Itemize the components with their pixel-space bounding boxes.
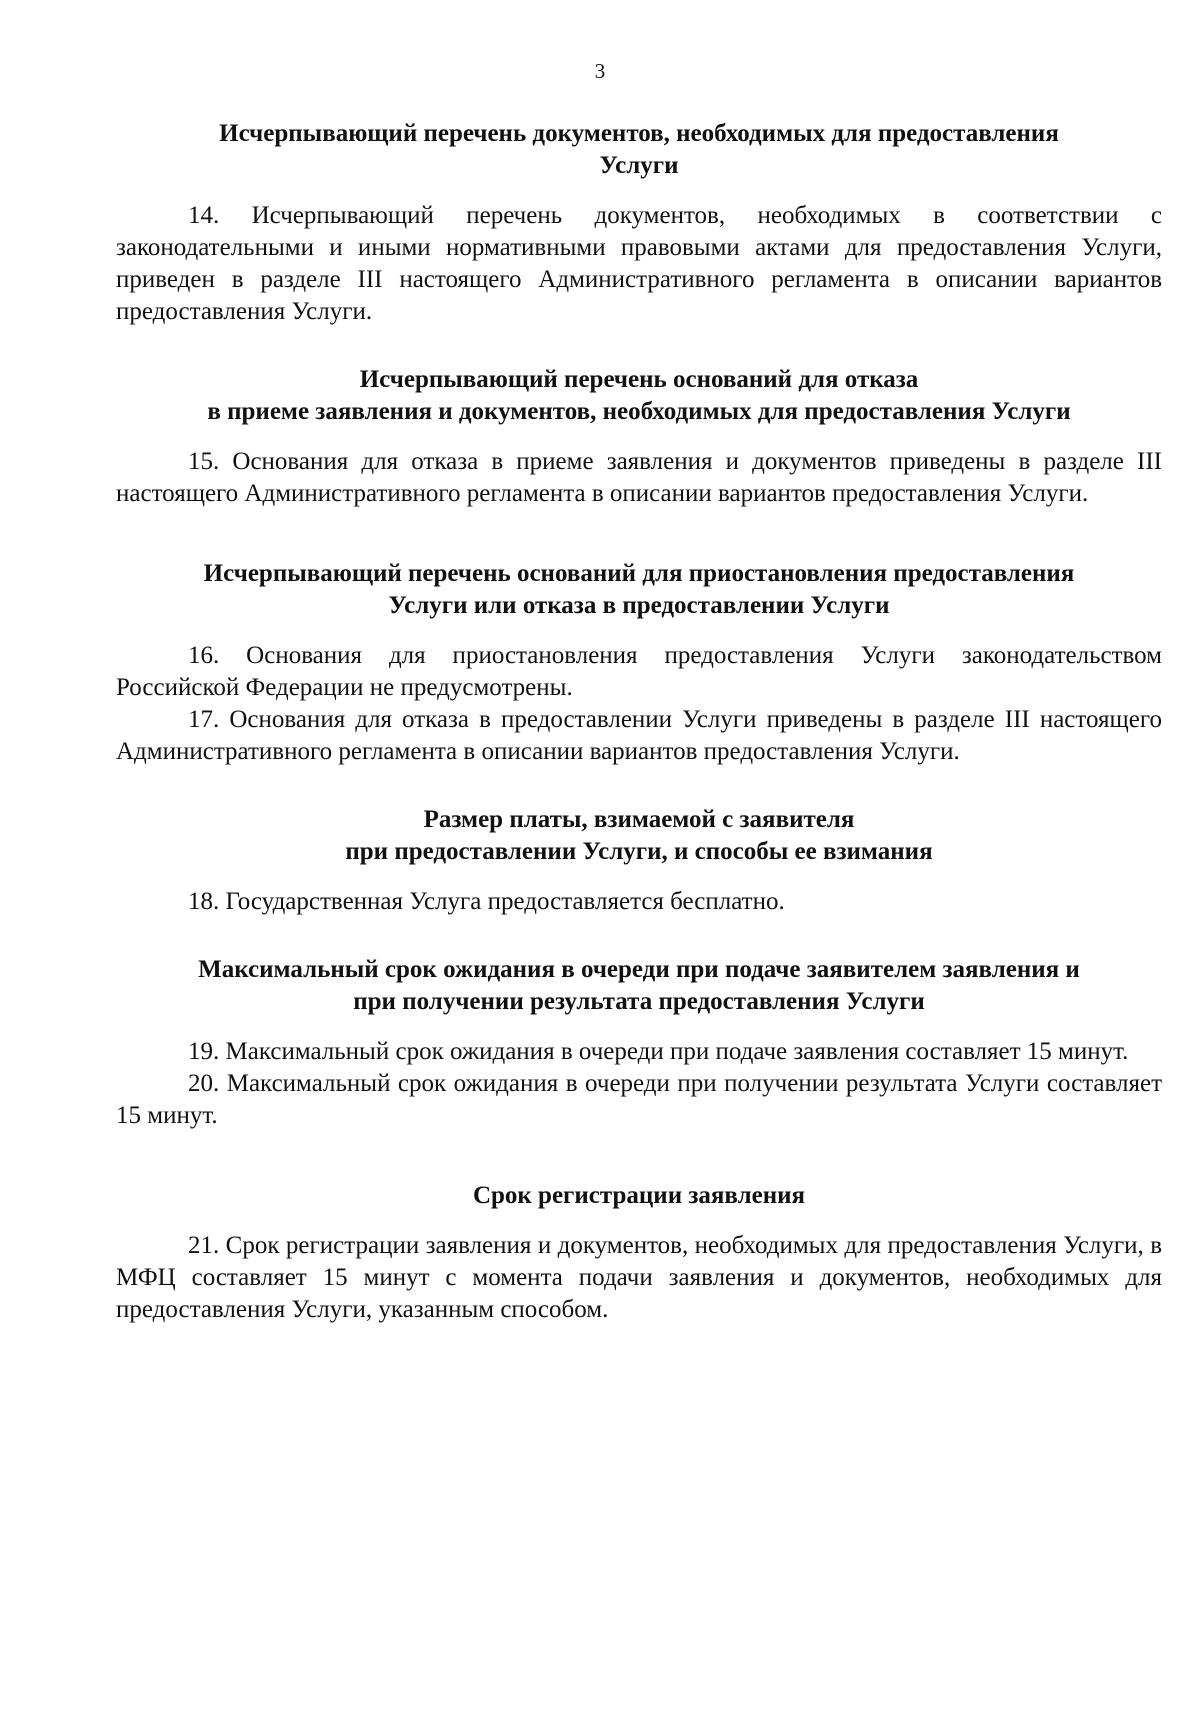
section-required-documents [116,118,1162,328]
heading-line: Услуги [599,152,679,179]
heading-line: Услуги или отказа в предоставлении Услуги [388,592,890,619]
paragraph-16: 16. Основания для приостановления предоставления Услуги законодательством Российской Федерации не предусмотрены. [116,642,1162,701]
heading-line: Исчерпывающий перечень оснований для отказа [359,366,919,393]
paragraph-18: 18. Государственная Услуга предоставляется бесплатно. [188,888,785,915]
page-number: 3 [594,59,606,83]
paragraph-19: 19. Максимальный срок ожидания в очереди при подаче заявления составляет 15 минут. [188,1038,1129,1065]
section-heading [116,558,1162,622]
section-heading [116,364,1162,428]
paragraph-14: 14. Исчерпывающий перечень документов, необходимых в соответствии с законодательными и иными нормативными правовыми актами для предоставления Услуги, приведен в разделе III настоящего Административного регламента в описании вариантов предоставления Услуги. [116,202,1162,325]
section-refusal-grounds-acceptance [116,364,1162,510]
heading-line: при предоставлении Услуги, и способы ее взимания [345,838,933,865]
section-suspension-grounds [116,558,1162,768]
paragraph-15: 15. Основания для отказа в приеме заявления и документов приведены в разделе III настоящего Административного регламента в описании вариантов предоставления Услуги. [116,448,1162,507]
paragraph-20: 20. Максимальный срок ожидания в очереди при получении результата Услуги составляет 15 минут. [116,1070,1162,1129]
document-body [116,118,1162,1326]
section-registration-time [116,1180,1162,1326]
section-heading [116,1180,1162,1212]
heading-line: Исчерпывающий перечень оснований для приостановления предоставления [203,560,1075,587]
heading-line: Срок регистрации заявления [472,1182,806,1209]
heading-line: Максимальный срок ожидания в очереди при подаче заявителем заявления и [198,956,1080,983]
section-heading [116,804,1162,868]
section-heading [116,954,1162,1018]
heading-line: Размер платы, взимаемой с заявителя [423,806,855,833]
paragraph-21: 21. Срок регистрации заявления и документов, необходимых для предоставления Услуги, в МФЦ составляет 15 минут с момента подачи заявления и документов, необходимых для предоставления Услуги, указанным способом. [116,1232,1162,1323]
heading-line: Исчерпывающий перечень документов, необходимых для предоставления [219,120,1059,147]
section-fee [116,804,1162,918]
section-heading [116,118,1162,182]
paragraph-17: 17. Основания для отказа в предоставлении Услуги приведены в разделе III настоящего Административного регламента в описании вариантов предоставления Услуги. [116,706,1162,765]
heading-line: при получении результата предоставления Услуги [353,988,925,1015]
heading-line: в приеме заявления и документов, необходимых для предоставления Услуги [207,398,1071,425]
section-queue-time [116,954,1162,1132]
